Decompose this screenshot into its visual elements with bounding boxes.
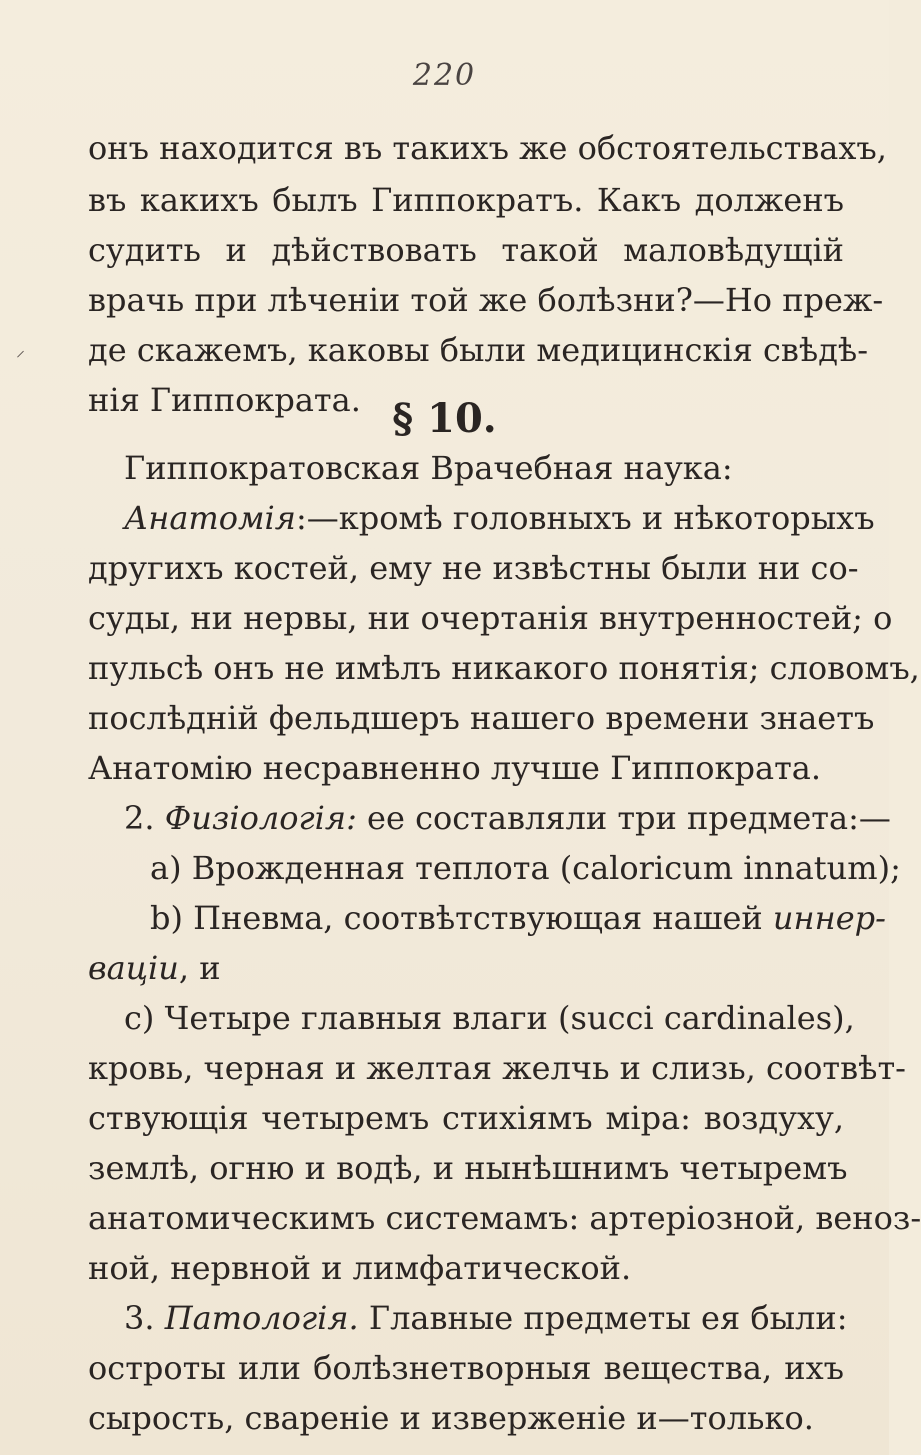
text-line-4: врачь при лѣченіи той же болѣзни?—Но преж- — [88, 281, 884, 319]
subtitle: Гиппократовская Врачебная наука: — [124, 449, 733, 487]
physiology-line-1 — [124, 798, 891, 838]
anatomy-line-5: послѣдній фельдшеръ нашего времени знаетъ — [88, 699, 875, 737]
anatomy-line-4: пульсѣ онъ не имѣлъ никакого понятія; словомъ, — [88, 649, 920, 687]
item-b-term-cont: ваціи — [88, 949, 179, 987]
item-b-post: , и — [178, 949, 221, 987]
text-line-2: въ какихъ былъ Гиппократъ. Какъ долженъ — [88, 181, 844, 219]
physiology-term: Физіологія: — [164, 799, 357, 837]
text-line-5: де скажемъ, каковы были медицинскія свѣдѣ- — [88, 331, 868, 369]
anatomy-line-2: другихъ костей, ему не извѣстны были ни со- — [88, 549, 859, 587]
text-line-3: судить и дѣйствовать такой маловѣдущій — [88, 231, 844, 269]
physiology-item-a: а) Врожденная теплота (caloricum innatum); — [150, 849, 901, 887]
physiology-item-c: с) Четыре главныя влаги (succi cardinales), — [124, 999, 855, 1037]
pathology-line-2: остроты или болѣзнетворныя вещества, ихъ — [88, 1349, 844, 1387]
item-c-line-2: кровь, черная и желтая желчь и слизь, соотвѣт- — [88, 1049, 906, 1087]
item-c-line-3: ствующія четыремъ стихіямъ міра: воздуху, — [88, 1099, 844, 1137]
physiology-number: 2. — [124, 799, 155, 837]
anatomy-line-1-text: :—кромѣ головныхъ и нѣкоторыхъ — [295, 499, 875, 537]
anatomy-line-1 — [124, 498, 875, 538]
physiology-item-b-cont — [88, 948, 844, 988]
item-b-text: b) Пневма, соотвѣтствующая нашей — [150, 899, 763, 937]
text-line-1: онъ находится въ такихъ же обстоятельствахъ, — [88, 129, 887, 167]
pathology-term: Патологія. — [164, 1299, 359, 1337]
anatomy-line-3: суды, ни нервы, ни очертанія внутренностей; о — [88, 599, 893, 637]
pathology-line-1 — [124, 1298, 848, 1338]
pathology-intro: Главные предметы ея были: — [368, 1299, 848, 1337]
item-c-line-6: ной, нервной и лимфатической. — [88, 1249, 632, 1287]
anatomy-term: Анатомія — [124, 499, 296, 537]
pathology-line-3: сырость, свареніе и изверженіе и—только. — [88, 1399, 814, 1437]
margin-mark: ⸝ — [16, 340, 25, 361]
physiology-intro: ее составляли три предмета:— — [367, 799, 891, 837]
item-b-term: иннер- — [772, 899, 886, 937]
item-c-line-4: землѣ, огню и водѣ, и нынѣшнимъ четыремъ — [88, 1149, 848, 1187]
page-number: 220 — [412, 58, 477, 93]
anatomy-line-6: Анатомію несравненно лучше Гиппократа. — [88, 749, 822, 787]
item-c-line-5: анатомическимъ системамъ: артеріозной, веноз- — [88, 1199, 921, 1237]
physiology-item-b — [150, 898, 886, 938]
section-heading: § 10. — [392, 395, 497, 442]
text-line-6: нія Гиппократа. — [88, 381, 361, 419]
pathology-number: 3. — [124, 1299, 155, 1337]
